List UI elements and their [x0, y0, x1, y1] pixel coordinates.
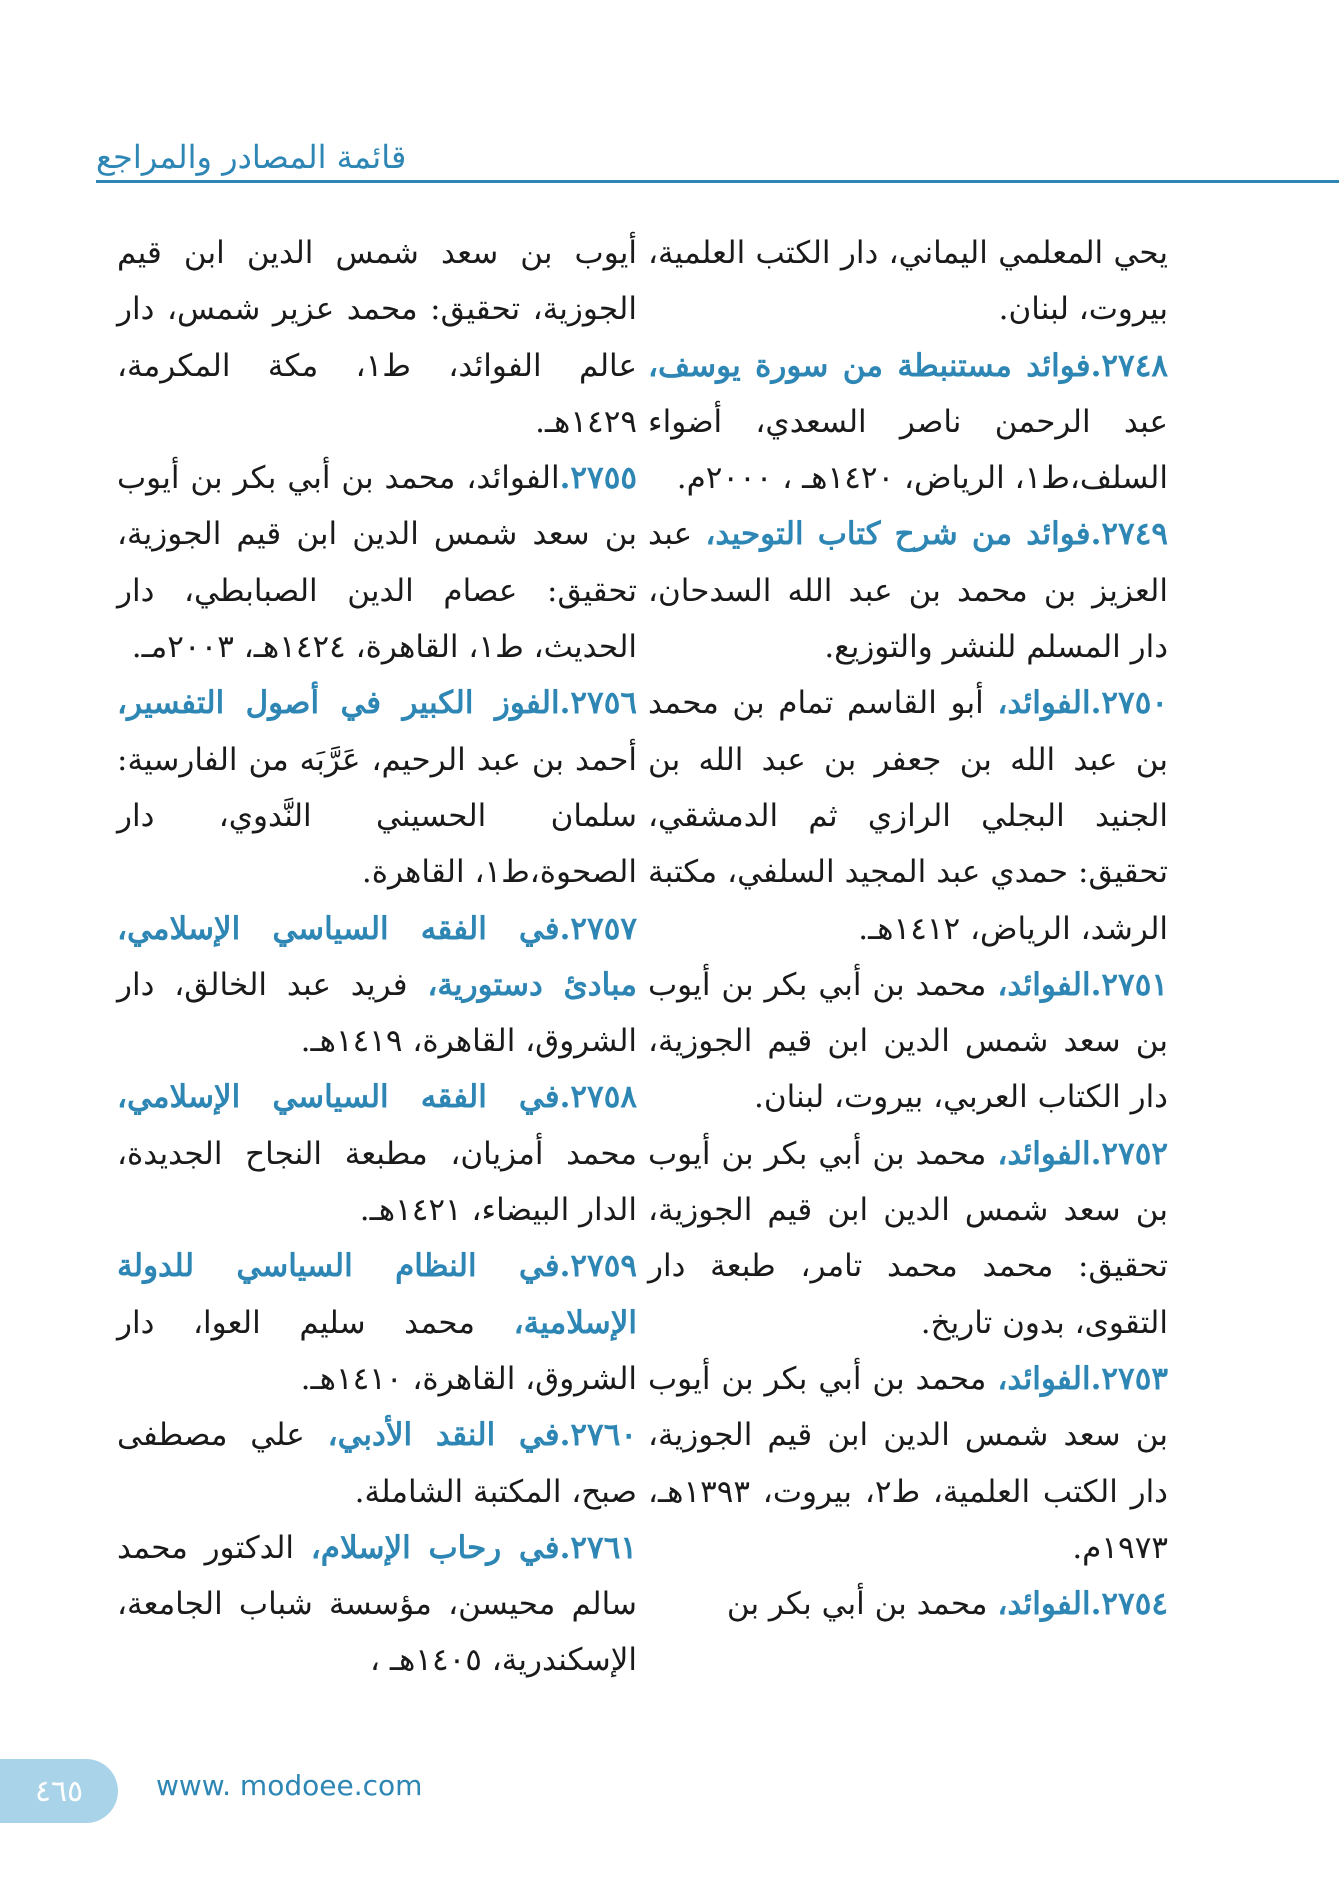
entry-number: ٢٧٦١. — [559, 1529, 637, 1566]
entry-text: محمد بن أبي بكر بن أيوب بن سعد شمس الدين ابن قيم الجوزية، دار الكتاب العربي، بيروت، لبنان. — [648, 966, 1168, 1116]
entry-title: الفوائد، — [997, 1360, 1091, 1397]
entry-title: الفوائد، — [997, 1135, 1091, 1172]
entry-text: أحمد بن عبد الرحيم، عَرَّبَه من الفارسية: سلمان الحسيني النَّدوي، دار الصحوة،ط١، القاهرة. — [117, 741, 637, 891]
bibliography-entry — [117, 675, 637, 900]
entry-text: محمد أمزيان، مطبعة النجاح الجديدة، الدار البيضاء، ١٤٢١هـ. — [117, 1135, 637, 1229]
entry-title: في رحاب الإسلام، — [310, 1529, 560, 1566]
bibliography-entry — [117, 225, 637, 450]
bibliography-entry — [117, 901, 637, 1070]
bibliography-entry — [117, 450, 637, 675]
entry-title: في النظام السياسي للدولة الإسلامية، — [117, 1248, 637, 1341]
entry-title: الفوائد، — [997, 966, 1091, 1003]
entry-number: ٢٧٥٥. — [559, 460, 637, 497]
bibliography-entry — [648, 1126, 1168, 1351]
entry-number: ٢٧٥٩. — [559, 1248, 637, 1285]
entry-number: ٢٧٥٠. — [1090, 685, 1168, 722]
bibliography-entry — [117, 1069, 637, 1238]
entry-text: محمد بن أبي بكر بن — [726, 1586, 998, 1623]
bibliography-entry — [648, 1351, 1168, 1576]
entry-number: ٢٧٥٦. — [559, 685, 637, 722]
entry-title: في النقد الأدبي، — [327, 1417, 560, 1454]
bibliography-entry — [648, 957, 1168, 1126]
left-column — [117, 225, 637, 1689]
bibliography-entry — [648, 338, 1168, 507]
entry-continuation: أيوب بن سعد شمس الدين ابن قيم الجوزية، تحقيق: محمد عزير شمس، دار عالم الفوائد، ط١، مكة المكرمة، ١٤٢٩هـ. — [117, 235, 638, 440]
entry-text: علي مصطفى صبح، المكتبة الشاملة. — [117, 1417, 637, 1510]
bibliography-entry — [648, 225, 1168, 338]
entry-number: ٢٧٦٠. — [559, 1417, 637, 1454]
entry-text: فريد عبد الخالق، دار الشروق، القاهرة، ١٤١٩هـ. — [117, 966, 637, 1060]
entry-number: ٢٧٤٨. — [1090, 347, 1168, 384]
entry-number: ٢٧٥٤. — [1090, 1586, 1168, 1623]
entry-number: ٢٧٥٧. — [559, 910, 637, 947]
entry-number: ٢٧٥١. — [1090, 966, 1168, 1003]
entry-text: الدكتور محمد سالم محيسن، مؤسسة شباب الجامعة، الإسكندرية، ١٤٠٥هـ ، — [117, 1529, 637, 1679]
entry-text: محمد سليم العوا، دار الشروق، القاهرة، ١٤١٠هـ. — [117, 1304, 637, 1397]
entry-title: فوائد مستنبطة من سورة يوسف، — [648, 347, 1091, 384]
entry-text: عبد العزيز بن محمد بن عبد الله السدحان، دار المسلم للنشر والتوزيع. — [648, 516, 1168, 666]
entry-title: الفوائد، — [997, 1586, 1091, 1623]
entry-text: محمد بن أبي بكر بن أيوب بن سعد شمس الدين ابن قيم الجوزية، دار الكتب العلمية، ط٢، بيروت، ١٣٩٣هـ، ١٩٧٣م. — [648, 1360, 1168, 1566]
entry-number: ٢٧٥٣. — [1090, 1360, 1168, 1397]
entry-title: الفوز الكبير في أصول التفسير، — [117, 685, 560, 722]
bibliography-entry — [648, 506, 1168, 675]
bibliography-entry — [117, 1407, 637, 1520]
entry-number: ٢٧٥٨. — [559, 1079, 637, 1116]
running-header-title: قائمة المصادر والمراجع — [96, 138, 407, 176]
entry-title: في الفقه السياسي الإسلامي، — [117, 1079, 560, 1116]
bibliography-entry — [117, 1238, 637, 1407]
entry-title: الفوائد، — [997, 685, 1091, 722]
page-number: ٤٦٥ — [34, 1773, 84, 1809]
page-number-badge — [0, 1759, 118, 1823]
website-link[interactable]: www. modoee.com — [156, 1769, 423, 1802]
bibliography-entry — [648, 675, 1168, 956]
right-column — [648, 225, 1168, 1632]
entry-title: فوائد من شرح كتاب التوحيد، — [705, 516, 1091, 553]
entry-number: ٢٧٤٩. — [1090, 516, 1168, 553]
bibliography-entry — [117, 1520, 637, 1689]
entry-text: الفوائد، محمد بن أبي بكر بن أيوب بن سعد شمس الدين ابن قيم الجوزية، تحقيق: عصام الدين الصبابطي، دار الحديث، ط١، القاهرة، ١٤٢٤هـ، ٢٠٠٣مـ. — [117, 460, 637, 666]
entry-number: ٢٧٥٢. — [1090, 1135, 1168, 1172]
entry-text: محمد بن أبي بكر بن أيوب بن سعد شمس الدين ابن قيم الجوزية، تحقيق: محمد محمد تامر، طبعة دار التقوى، بدون تاريخ. — [648, 1135, 1168, 1341]
header-divider — [96, 180, 1339, 183]
entry-text: عبد الرحمن ناصر السعدي، أضواء السلف،ط١، الرياض، ١٤٢٠هـ ، ٢٠٠٠م. — [648, 403, 1168, 497]
bibliography-entry — [648, 1576, 1168, 1632]
entry-continuation: يحي المعلمي اليماني، دار الكتب العلمية، بيروت، لبنان. — [648, 235, 1168, 328]
entry-text: أبو القاسم تمام بن محمد بن عبد الله بن جعفر بن عبد الله بن الجنيد البجلي الرازي ثم الدمشقي، تحقيق: حمدي عبد المجيد السلفي، مكتبة الرشد، الرياض، ١٤١٢هـ. — [648, 685, 1168, 947]
entry-title: في الفقه السياسي الإسلامي، مبادئ دستورية، — [117, 910, 638, 1003]
